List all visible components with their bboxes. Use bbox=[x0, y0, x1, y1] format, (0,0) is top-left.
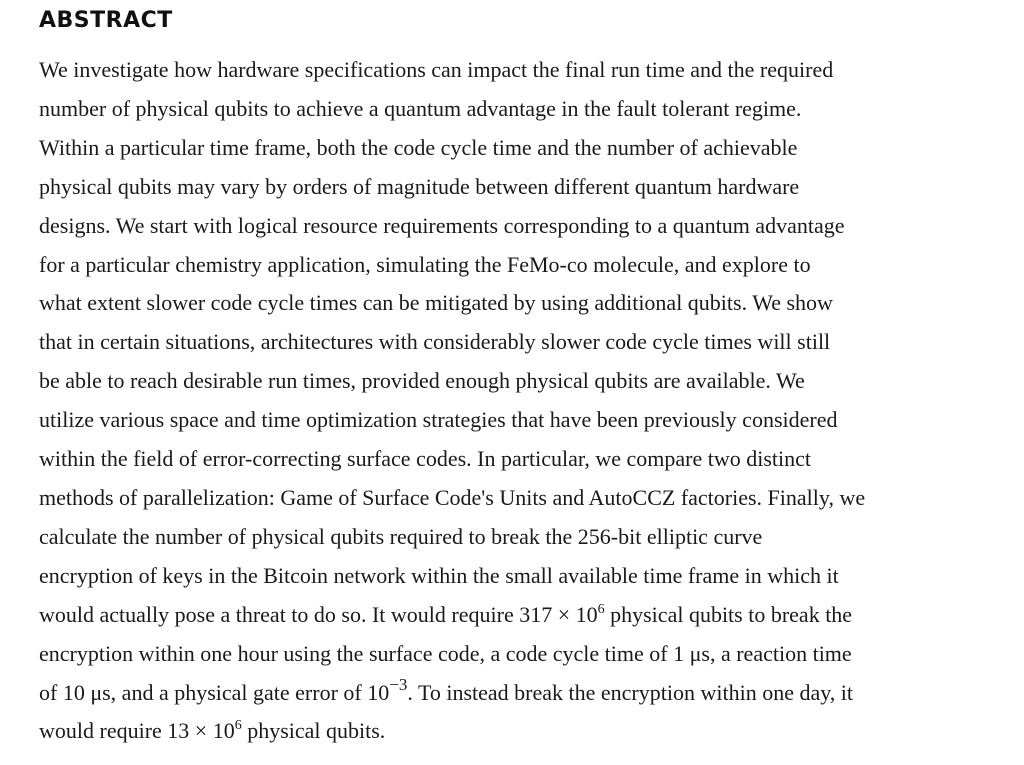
text-segment: would actually pose a threat to do so. It would require 317 × 10 bbox=[39, 601, 598, 627]
abstract-line: number of physical qubits to achieve a quantum advantage in the fault tolerant regime. bbox=[39, 95, 802, 121]
text-segment: . To instead break the encryption within one day, it bbox=[407, 679, 854, 705]
abstract-line: for a particular chemistry application, simulating the FeMo-co molecule, and explore to bbox=[39, 251, 811, 277]
abstract-line: that in certain situations, architectures with considerably slower code cycle times will still bbox=[39, 329, 831, 355]
abstract-heading: ABSTRACT bbox=[39, 8, 173, 33]
abstract-line: physical qubits may vary by orders of magnitude between different quantum hardware bbox=[39, 173, 800, 199]
abstract-line: within the field of error-correcting surface codes. In particular, we compare two distinct bbox=[39, 446, 812, 472]
abstract-line: designs. We start with logical resource requirements corresponding to a quantum advantage bbox=[39, 212, 845, 238]
text-segment: physical qubits. bbox=[241, 718, 386, 744]
exponent: 6 bbox=[597, 601, 605, 617]
text-segment: of 10 μs, and a physical gate error of 10 bbox=[39, 679, 390, 705]
abstract-line: what extent slower code cycle times can be mitigated by using additional qubits. We show bbox=[39, 290, 833, 316]
abstract-line: calculate the number of physical qubits required to break the 256-bit elliptic curve bbox=[39, 523, 763, 549]
abstract-line: utilize various space and time optimization strategies that have been previously considered bbox=[39, 407, 838, 433]
exponent: −3 bbox=[389, 674, 408, 694]
abstract-line-qubits-day bbox=[39, 712, 865, 751]
abstract-line: Within a particular time frame, both the code cycle time and the number of achievable bbox=[39, 134, 798, 160]
abstract-line: We investigate how hardware specifications can impact the final run time and the required bbox=[39, 57, 834, 82]
text-segment: physical qubits to break the bbox=[604, 601, 853, 627]
abstract-line-qubits-hour bbox=[39, 596, 865, 635]
abstract-line: encryption within one hour using the surface code, a code cycle time of 1 μs, a reaction time bbox=[39, 640, 852, 666]
abstract-line: methods of parallelization: Game of Surface Code's Units and AutoCCZ factories. Finally, we bbox=[39, 484, 866, 510]
abstract-line: be able to reach desirable run times, provided enough physical qubits are available. We bbox=[39, 368, 805, 394]
abstract-body bbox=[39, 51, 865, 751]
text-segment: would require 13 × 10 bbox=[39, 718, 235, 744]
abstract-line: encryption of keys in the Bitcoin network within the small available time frame in which it bbox=[39, 562, 839, 588]
exponent: 6 bbox=[234, 718, 242, 734]
abstract-line-gate-error bbox=[39, 674, 865, 713]
